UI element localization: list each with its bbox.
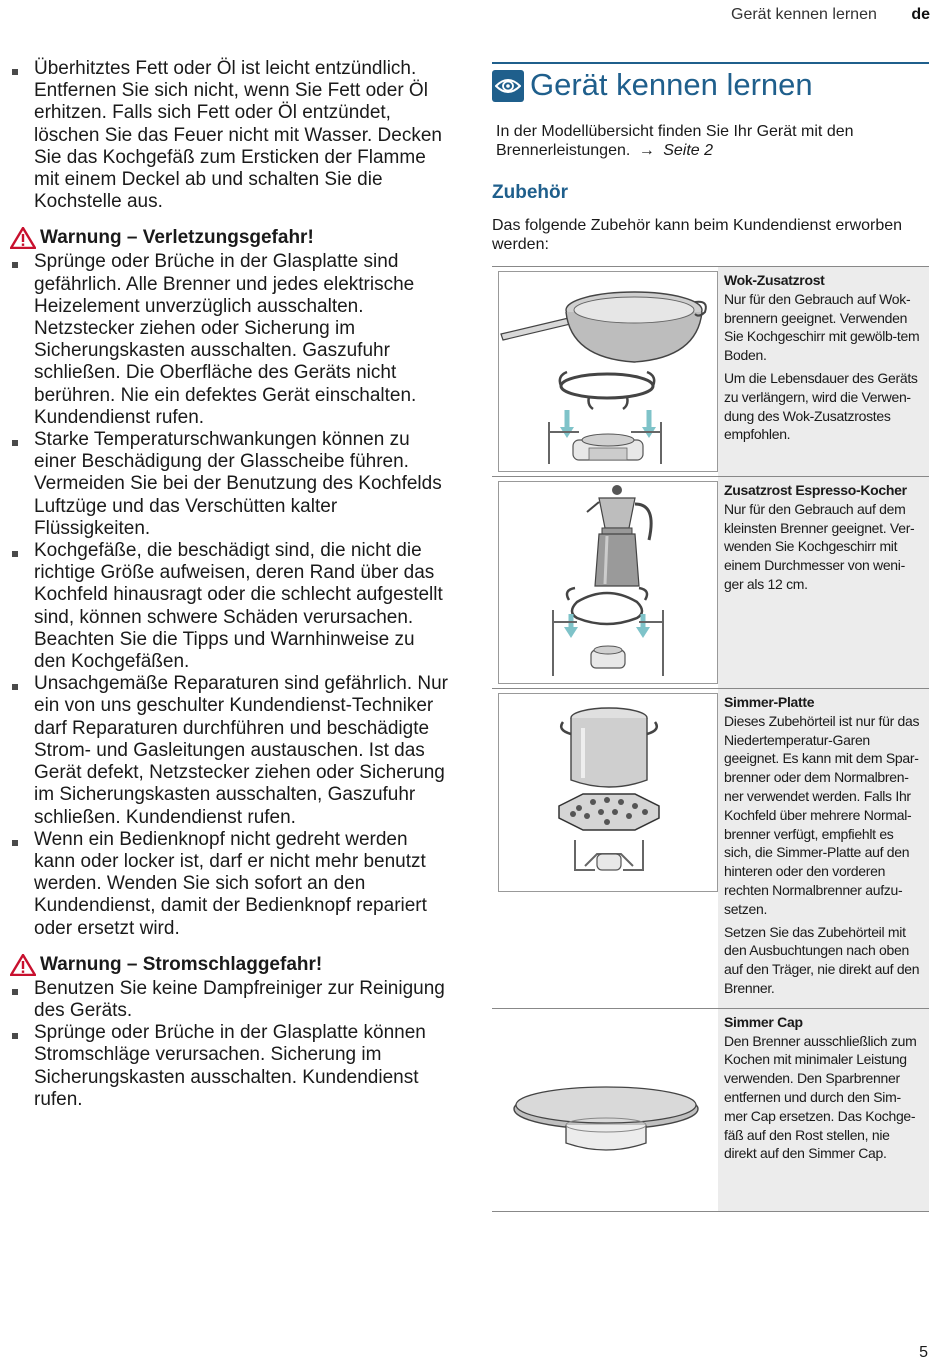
warning-triangle-icon: [10, 227, 36, 249]
intro-paragraph: [492, 122, 929, 160]
header-section-title: Gerät kennen lernen: [731, 6, 877, 23]
accessory-title: Wok-Zusatzrost: [724, 272, 825, 288]
accessory-text: Den Brenner ausschließlich zum Kochen mit minimaler Leistung verwenden. Den Sparbrenner entfernen und durch den Sim-mer Cap ersetzen. Das Kochge-fäß auf den Rost stellen, nie direkt auf den Simmer Cap.: [724, 1032, 917, 1162]
page-header: [731, 6, 930, 24]
accessory-text: Dieses Zubehörteil ist nur für das Niedertemperatur-Garen geeignet. Es kann mit dem Spar-brenner oder dem Normalbren-ner verwendet werden. Falls Ihr Kochfeld über mehrere Normal-brenner verfügt, empfiehlt es sich, die Simmer-Platte auf den hinteren oder den vorderen rechten Normalbrenner aufzu-setzen.: [724, 712, 920, 917]
page-reference-link[interactable]: Seite 2: [663, 142, 714, 159]
intro-text: In der Modellübersicht finden Sie Ihr Gerät mit den Brennerleistungen.: [496, 123, 854, 159]
section-heading: [492, 62, 929, 102]
accessory-title: Zusatzrost Espresso-Kocher: [724, 482, 907, 498]
accessory-text: Setzen Sie das Zubehörteil mit den Ausbuchtungen nach oben auf den Träger, nie direkt auf den Brenner.: [724, 923, 920, 996]
simmer-cap-illustration: [498, 1013, 716, 1207]
wok-ring-illustration: [499, 272, 717, 466]
accessory-text: Nur für den Gebrauch auf dem kleinsten Brenner geeignet. Ver-wenden Sie Kochgeschirr mit einem Durchmesser von weni-ger als 12 cm.: [724, 500, 915, 592]
accessory-image-cell: [492, 477, 718, 688]
accessory-description: [718, 477, 929, 688]
espresso-ring-illustration: [499, 482, 717, 678]
accessory-description: [718, 689, 929, 1008]
page-title: Gerät kennen lernen: [530, 67, 813, 102]
accessory-row-espresso: [492, 477, 929, 689]
header-language: de: [911, 6, 930, 23]
fire-safety-list: [10, 58, 450, 213]
list-item: Kochgefäße, die beschädigt sind, die nicht die richtige Größe aufweisen, deren Rand über das Kochfeld hinausragt oder die schlecht aufgestellt sind, können schwere Schäden verursachen. Beachten Sie die Tipps und Warnhinweise zu den Kochgefäßen.: [10, 540, 450, 673]
accessory-image-cell: [492, 689, 718, 1008]
warning-injury-text: Warnung – Verletzungsgefahr!: [40, 227, 314, 249]
warning-electric: [10, 954, 450, 976]
accessory-text: Um die Lebensdauer des Geräts zu verlängern, wird die Verwen-dung des Wok-Zusatzrostes empfohlen.: [724, 369, 918, 443]
warning-electric-text: Warnung – Stromschlaggefahr!: [40, 953, 323, 975]
eye-icon: [492, 70, 524, 102]
left-column: [10, 58, 450, 1111]
warning-injury: [10, 227, 450, 249]
accessory-row-wok: [492, 267, 929, 477]
accessory-image-cell: [492, 267, 718, 476]
list-item: Überhitztes Fett oder Öl ist leicht entzündlich. Entfernen Sie sich nicht, wenn Sie Fett oder Öl erhitzen. Falls sich Fett oder Öl entzündet, löschen Sie das Feuer nicht mit Wasser. Decken Sie das Kochgefäß zum Ersticken der Flamme mit einem Deckel ab und schalten Sie die Kochstelle aus.: [10, 58, 450, 213]
list-item: Starke Temperaturschwankungen können zu einer Beschädigung der Glasscheibe führen. Vermeiden Sie bei der Benutzung des Kochfelds Luftzüge und das Verschütten kalter Flüssigkeiten.: [10, 429, 450, 540]
accessory-description: [718, 267, 929, 476]
arrow-right-icon: →: [638, 142, 655, 159]
subheading-accessories: Zubehör: [492, 182, 568, 203]
list-item: Sprünge oder Brüche in der Glasplatte sind gefährlich. Alle Brenner und jedes elektrische Heizelement unverzüglich ausschalten. Netzstecker ziehen oder Sicherung im Sicherungskasten ausschalten. Gaszufuhr schließen. Die Oberfläche des Geräts nicht berühren. Nie ein defektes Gerät einschalten. Kundendienst rufen.: [10, 251, 450, 429]
accessory-image-cell: [492, 1009, 718, 1211]
accessory-text: Nur für den Gebrauch auf Wok-brennern geeignet. Verwenden Sie Kochgeschirr mit gewölb-tem Boden.: [724, 290, 920, 364]
list-item: Wenn ein Bedienknopf nicht gedreht werden kann oder locker ist, darf er nicht mehr benutzt werden. Wenden Sie sich sofort an den Kundendienst, damit der Bedienknopf repariert oder ersetzt wird.: [10, 829, 450, 940]
accessory-title: Simmer Cap: [724, 1013, 803, 1030]
page-number: 5: [919, 1344, 928, 1361]
list-item: Unsachgemäße Reparaturen sind gefährlich. Nur ein von uns geschulter Kundendienst-Techniker darf Reparaturen durchführen und beschädigte Strom- und Gasleitungen austauschen. Ist das Gerät defekt, Netzstecker ziehen oder Sicherung im Sicherungskasten ausschalten, Gaszufuhr schließen. Kundendienst rufen.: [10, 673, 450, 828]
right-column: [492, 62, 929, 1212]
accessory-row-simmer-cap: [492, 1009, 929, 1212]
injury-list: [10, 251, 450, 939]
accessories-table: [492, 266, 929, 1212]
list-item: Benutzen Sie keine Dampfreiniger zur Reinigung des Geräts.: [10, 978, 450, 1022]
accessory-description: [718, 1009, 929, 1211]
accessories-intro: Das folgende Zubehör kann beim Kundendienst erworben werden:: [492, 217, 903, 253]
simmer-plate-illustration: [499, 694, 717, 886]
warning-triangle-icon: [10, 954, 36, 976]
accessory-title: Simmer-Platte: [724, 694, 815, 710]
electric-list: [10, 978, 450, 1111]
accessory-row-simmer-plate: [492, 689, 929, 1009]
list-item: Sprünge oder Brüche in der Glasplatte können Stromschläge verursachen. Sicherung im Sicherungskasten ausschalten. Kundendienst rufen.: [10, 1022, 450, 1111]
